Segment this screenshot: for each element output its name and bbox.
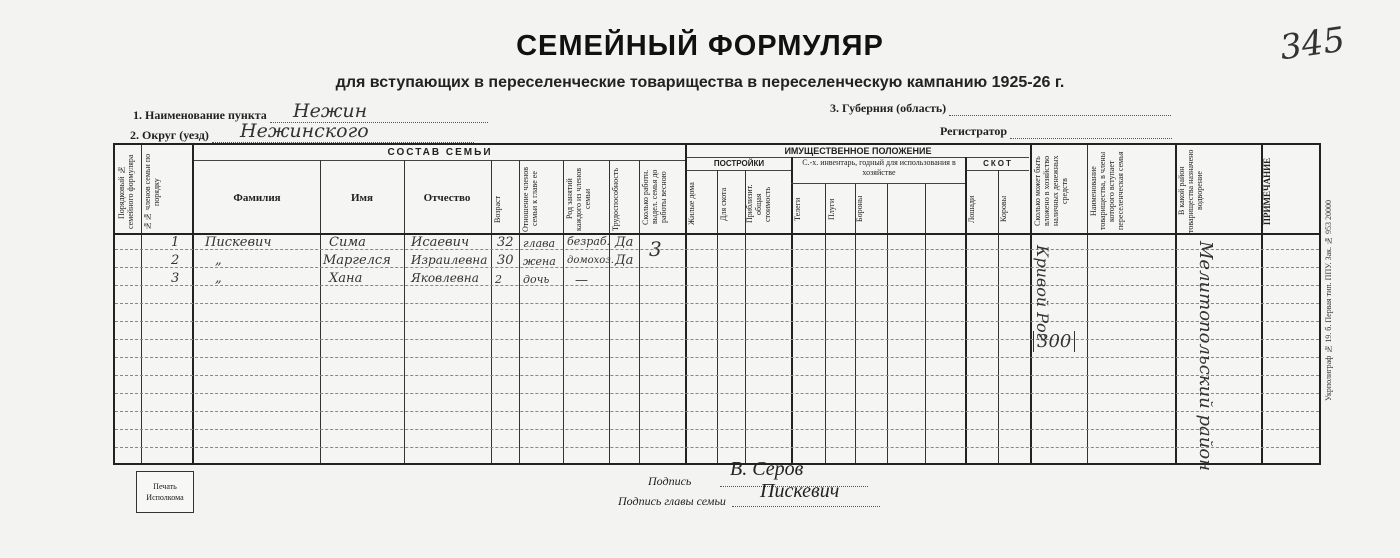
hdr-ability: Трудоспособность xyxy=(611,167,620,231)
page-title: СЕМЕЙНЫЙ ФОРМУЛЯР xyxy=(516,30,884,62)
row3-relation: дочь xyxy=(523,273,550,286)
row2-patronymic: Израилевна xyxy=(411,253,488,267)
row2-ability: Да xyxy=(615,253,634,268)
hdr-name: Имя xyxy=(351,192,373,204)
row2-no: 2 xyxy=(171,253,180,268)
hdr-carts: Телеги xyxy=(793,197,802,221)
stamp-line2: Исполкома xyxy=(146,493,184,502)
registrator-field xyxy=(940,124,1172,139)
printer-note: Укрполиграф № 19. б. Первая тип. ППУ. Зак. № 953 20000 xyxy=(1324,199,1333,401)
archive-number: 345 xyxy=(1277,19,1348,69)
group-property: ИМУЩЕСТВЕННОЕ ПОЛОЖЕНИЕ xyxy=(784,146,932,156)
row3-occupation: — xyxy=(575,273,588,288)
row1-name: Сима xyxy=(329,235,366,250)
registrator-label: Регистратор xyxy=(940,124,1008,138)
row3-name: Хана xyxy=(329,271,363,286)
hdr-harrows: Бороны xyxy=(855,195,864,223)
hdr-horses: Лошади xyxy=(967,195,976,223)
guberniya-field xyxy=(830,101,1171,116)
row2-relation: жена xyxy=(523,255,556,268)
punkt-label: 1. Наименование пункта xyxy=(133,108,267,122)
money-value: 300 xyxy=(1033,331,1075,352)
hdr-houses: Жилые дома xyxy=(687,182,696,226)
hdr-formular-no: Порядковый № семейного формуляра xyxy=(117,154,135,230)
row1-surname: Пискевич xyxy=(205,235,272,250)
guberniya-label: 3. Губерния (область) xyxy=(830,101,947,115)
hdr-money: Сколько может быть вложено в хозяйство наличных денежных средств xyxy=(1033,155,1069,227)
region-value: Мелитопольский район xyxy=(1195,241,1216,472)
row2-name: Маргелся xyxy=(323,253,391,268)
okrug-value: Нежинского xyxy=(240,120,369,142)
row2-surname: „ xyxy=(215,253,222,268)
row1-patronymic: Исаевич xyxy=(411,235,470,250)
row1-age: 32 xyxy=(497,235,514,250)
hdr-ploughs: Плуги xyxy=(827,198,836,220)
group-inventory: С.-х. инвентарь, годный для использования в хозяйстве xyxy=(802,158,956,177)
hdr-surname: Фамилия xyxy=(233,192,281,204)
row1-ability: Да xyxy=(615,235,634,250)
row3-patronymic: Яковлевна xyxy=(411,271,479,285)
hdr-patronymic: Отчество xyxy=(423,192,471,204)
sign-head-value: Пискевич xyxy=(760,480,840,502)
hdr-region: В какой район товарищества назначено водворение xyxy=(1177,149,1204,233)
okrug-field xyxy=(130,120,474,143)
sign-head-label: Подпись главы семьи xyxy=(618,494,726,508)
row1-relation: глава xyxy=(523,237,556,250)
row3-surname: „ xyxy=(215,271,222,286)
group-livestock: СКОТ xyxy=(983,159,1013,168)
page-subtitle: для вступающих в переселенческие товарищества в переселенческую кампанию 1925-26 г. xyxy=(335,74,1065,91)
hdr-relation: Отношение членов семьи к главе ее xyxy=(521,166,539,232)
hdr-cattle-building: Для скота xyxy=(719,187,728,221)
group-family: СОСТАВ СЕМЬИ xyxy=(387,147,493,158)
row1-workers: 3 xyxy=(649,237,662,261)
stamp-line1: Печать xyxy=(153,482,177,491)
hdr-occupation: Род занятий каждого из членов семьи xyxy=(565,167,592,231)
money-note: Кривой Рог xyxy=(1033,245,1052,341)
row2-occupation: домохоз. xyxy=(567,255,614,266)
sign-value: В. Серов xyxy=(730,458,804,480)
seal-box xyxy=(136,471,194,513)
punkt-value: Нежин xyxy=(293,100,368,122)
okrug-label: 2. Округ (уезд) xyxy=(130,128,209,142)
hdr-age: Возраст xyxy=(493,195,502,223)
hdr-member-no: №№ членов семьи по порядку xyxy=(143,153,161,231)
sign-label: Подпись xyxy=(648,474,692,488)
hdr-cows: Коровы xyxy=(999,195,1008,223)
hdr-notes: ПРИМЕЧАНИЕ xyxy=(1262,157,1272,225)
row3-age: 2 xyxy=(495,273,502,286)
hdr-workers: Сколько работн. выдел. семья до работы весною xyxy=(641,169,668,225)
row1-no: 1 xyxy=(171,235,180,250)
row1-occupation: безраб. xyxy=(567,235,611,248)
hdr-value: Приблизит. общая стоимость xyxy=(745,184,772,224)
row3-no: 3 xyxy=(171,271,180,286)
row2-age: 30 xyxy=(497,253,514,268)
group-buildings: ПОСТРОЙКИ xyxy=(713,159,765,168)
hdr-partnership: Наименование товарищества, в члены которого вступает переселенческая семья xyxy=(1089,151,1125,231)
